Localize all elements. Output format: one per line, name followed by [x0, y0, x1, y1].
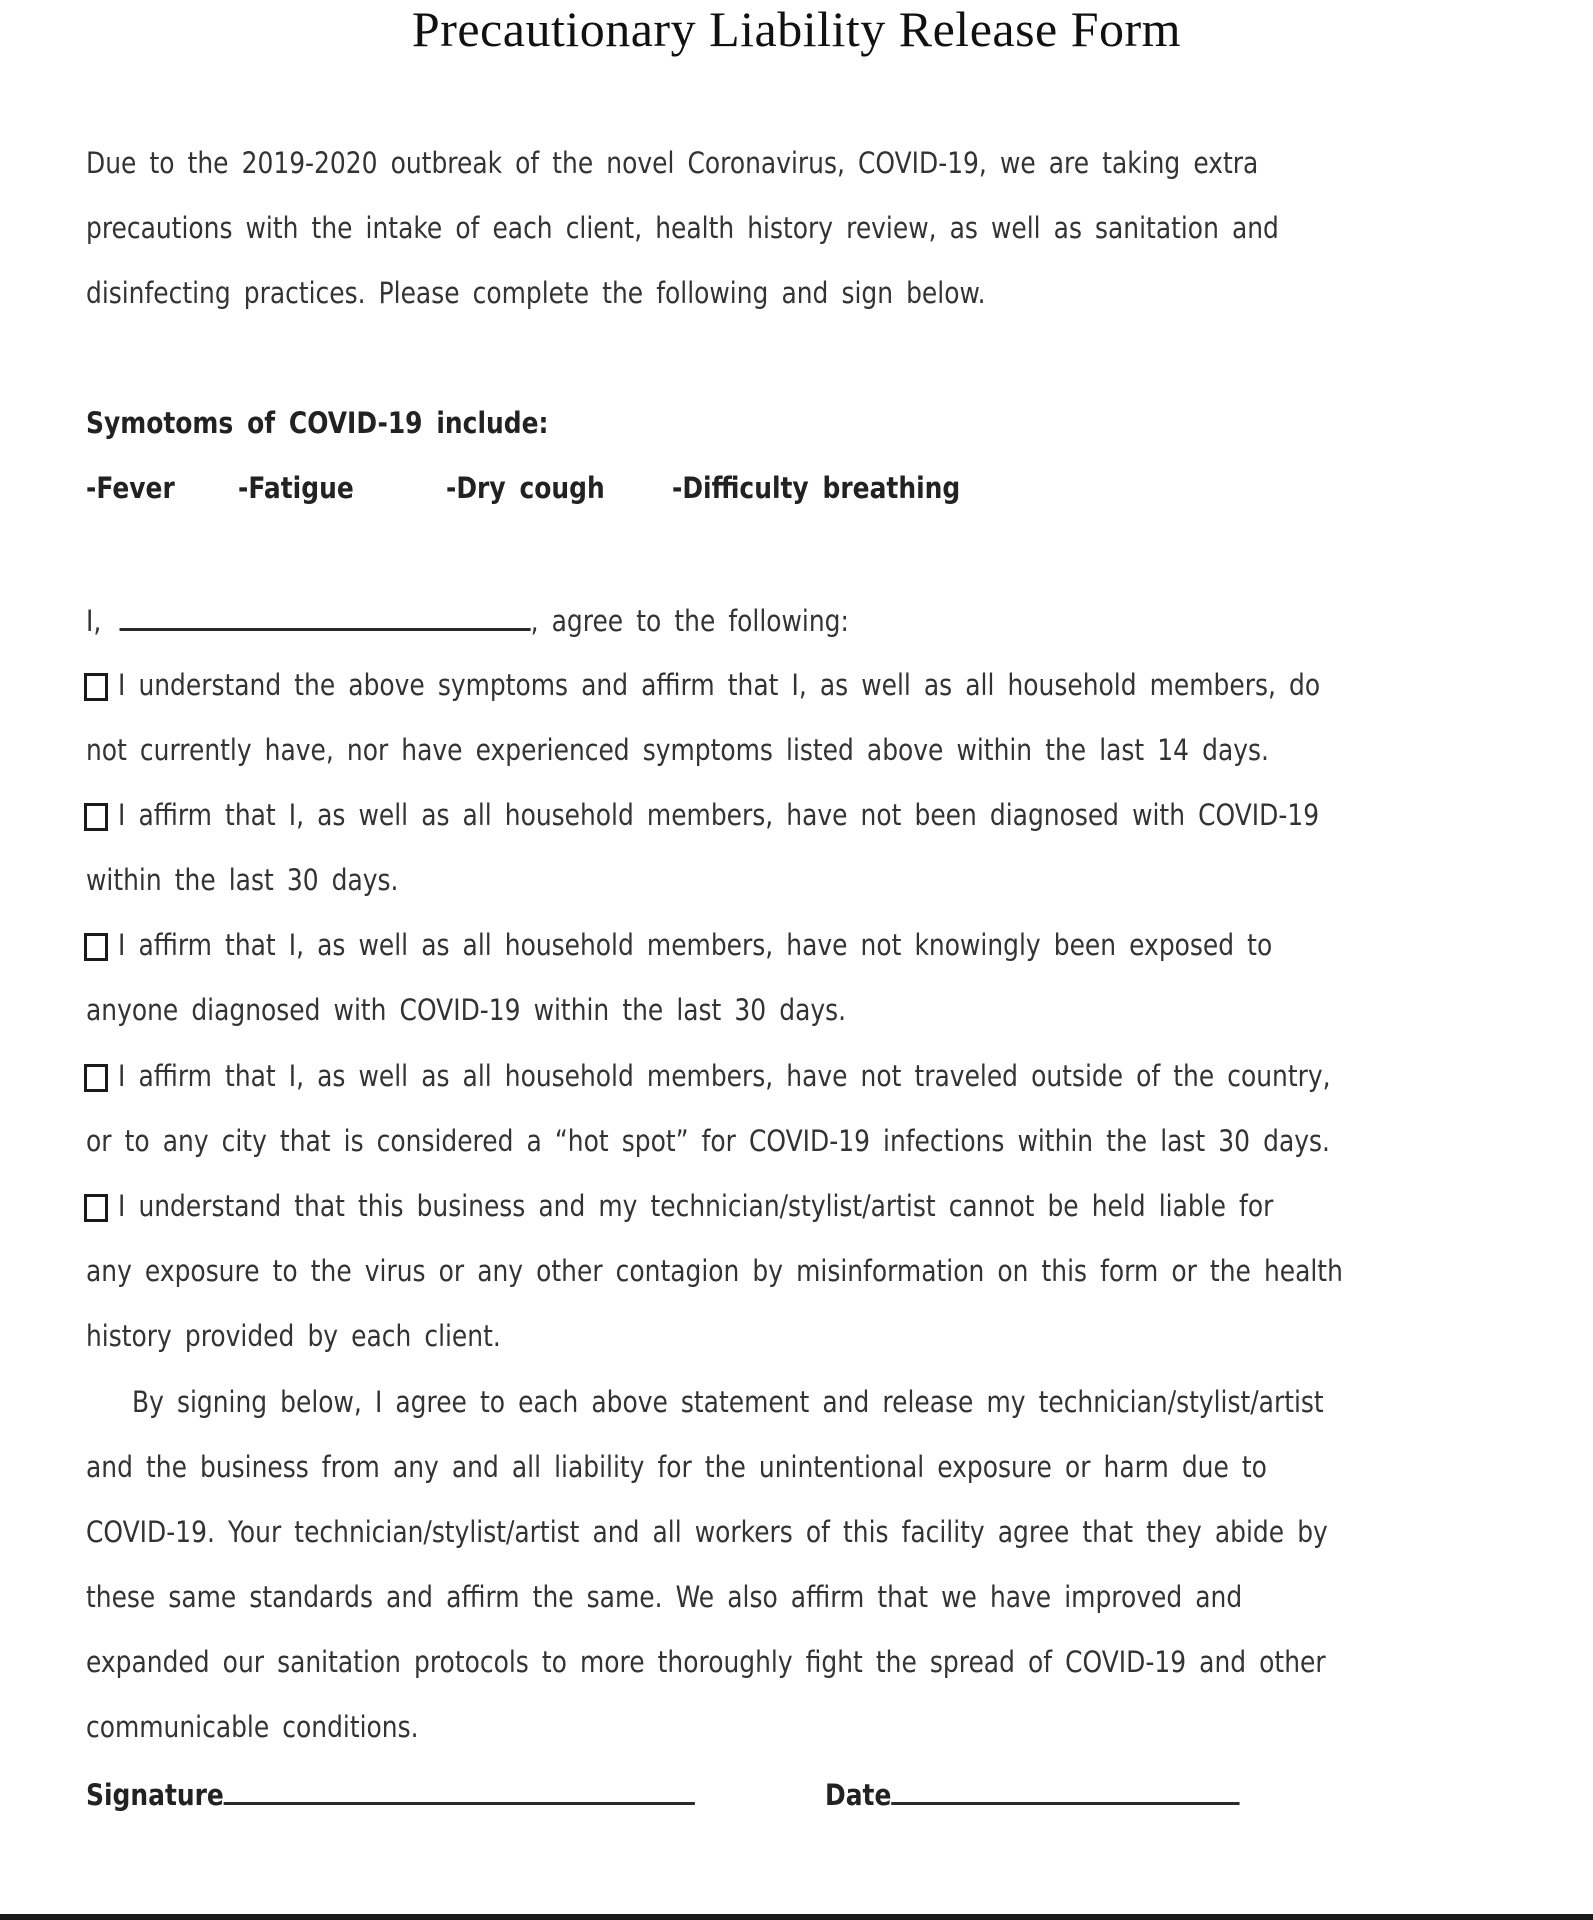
checklist-text: anyone diagnosed with COVID-19 within the last 30 days. [86, 993, 847, 1027]
checklist-text: or to any city that is considered a “hot spot” for COVID-19 infections within the last 30 days. [86, 1124, 1330, 1158]
bottom-border [0, 1914, 1593, 1920]
date-field[interactable] [891, 1772, 1239, 1805]
symptom-item: -Dry cough [446, 471, 605, 505]
symptom-item: -Fever [86, 471, 175, 505]
checklist-item [84, 795, 1515, 835]
release-line: COVID-19. Your technician/stylist/artist and all workers of this facility agree that they abide by [86, 1515, 1328, 1549]
symptom-item: -Difficulty breathing [672, 471, 961, 505]
checkbox[interactable] [84, 803, 108, 831]
checkbox[interactable] [84, 1194, 108, 1222]
checklist-item [84, 665, 1516, 705]
checklist-text: not currently have, nor have experienced symptoms listed above within the last 14 days. [86, 733, 1269, 767]
name-field[interactable] [120, 598, 531, 631]
checklist-text: I affirm that I, as well as all household members, have not been diagnosed with COVID-19 [118, 798, 1320, 832]
agreement-prefix: I, [86, 604, 102, 638]
checklist-item [84, 1186, 1461, 1226]
symptom-item: -Fatigue [238, 471, 354, 505]
release-line: communicable conditions. [86, 1710, 419, 1744]
checkbox[interactable] [84, 673, 108, 701]
checklist-item [84, 925, 1460, 965]
release-line: expanded our sanitation protocols to more thoroughly fight the spread of COVID-19 and other [86, 1645, 1326, 1679]
checklist-text: I understand that this business and my technician/stylist/artist cannot be held liable for [118, 1189, 1274, 1223]
date-label: Date [825, 1778, 892, 1812]
signature-field[interactable] [224, 1772, 695, 1805]
release-line: By signing below, I agree to each above statement and release my technician/stylist/artist [132, 1385, 1324, 1419]
intro-line: precautions with the intake of each client, health history review, as well as sanitation and [86, 211, 1279, 245]
agreement-suffix: , agree to the following: [530, 604, 849, 638]
checklist-text: I understand the above symptoms and affirm that I, as well as all household members, do [118, 668, 1321, 702]
checkbox[interactable] [84, 933, 108, 961]
checklist-text: within the last 30 days. [86, 863, 399, 897]
checklist-item [84, 1056, 1528, 1096]
signature-label: Signature [86, 1778, 224, 1812]
intro-line: Due to the 2019-2020 outbreak of the novel Coronavirus, COVID-19, we are taking extra [86, 146, 1259, 180]
form-title: Precautionary Liability Release Form [411, 1, 1182, 57]
checklist-text: any exposure to the virus or any other contagion by misinformation on this form or the health [86, 1254, 1343, 1288]
symptoms-heading: Symotoms of COVID-19 include: [86, 406, 549, 440]
release-line: and the business from any and all liability for the unintentional exposure or harm due to [86, 1450, 1267, 1484]
release-line: these same standards and affirm the same. We also affirm that we have improved and [86, 1580, 1243, 1614]
checkbox[interactable] [84, 1064, 108, 1092]
checklist-text: history provided by each client. [86, 1319, 501, 1353]
intro-line: disinfecting practices. Please complete the following and sign below. [86, 276, 986, 310]
checklist-text: I affirm that I, as well as all household members, have not knowingly been exposed to [118, 928, 1273, 962]
checklist-text: I affirm that I, as well as all household members, have not traveled outside of the country, [118, 1059, 1331, 1093]
